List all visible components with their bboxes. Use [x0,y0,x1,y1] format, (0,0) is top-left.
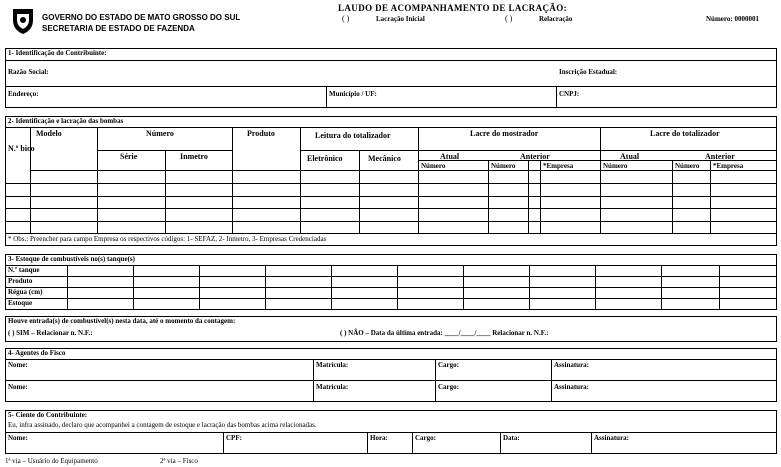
col-n-bico-text: N.º bico [8,144,35,153]
entrada-sim-option[interactable]: ( ) SIM – Relacionar n. N.F.: [8,329,93,337]
section-2-obs: * Obs.: Preencher para campo Empresa os respectivos códigos: 1- SEFAZ, 2- Inmetro, 3- Empresas Credenciadas [8,235,327,243]
tank-table-cells[interactable] [68,266,776,309]
contribuinte-data-label: Data: [503,434,520,442]
razao-social-field[interactable] [60,68,550,78]
agent2-cargo-label: Cargo: [438,383,459,391]
state-logo [8,6,38,36]
col-numero: Número [146,129,174,138]
col-totalizador-empresa: *Empresa [713,162,744,170]
contribuinte-nome-label: Nome: [8,434,28,442]
contribuinte-hora-label: Hora: [370,434,388,442]
checkbox-relacracao[interactable]: ( ) [505,14,513,23]
section-2-title: 2- Identificação e lacração das bombas [8,117,124,125]
col-eletronico: Eletrônico [307,154,343,163]
agent2-nome-label: Nome: [8,383,28,391]
contribuinte-cpf-label: CPF: [226,434,242,442]
inscricao-estadual-field[interactable] [640,68,770,78]
cnpj-field[interactable] [590,90,770,100]
col-mostrador-atual-numero: Número [421,162,446,170]
secretariat-name: SECRETARIA DE ESTADO DE FAZENDA [42,24,195,33]
col-lacre-totalizador: Lacre do totalizador [650,129,720,138]
endereco-field[interactable] [55,90,320,100]
row-produto: Produto [8,277,33,285]
col-totalizador-atual: Atual [620,152,640,161]
col-inmetro: Inmetro [180,152,208,161]
label-endereco: Endereço: [8,90,39,98]
col-mostrador-anterior: Anterior [520,152,550,161]
label-cnpj: CNPJ: [559,90,580,98]
footer-via-2: 2ª via – Fisco [160,457,198,465]
col-totalizador-anterior: Anterior [705,152,735,161]
col-mostrador-anterior-numero: Número [491,162,516,170]
label-municipio-uf: Município / UF: [329,90,377,98]
agent2-assinatura-label: Assinatura: [554,383,590,391]
label-inscricao-estadual: Inscrição Estadual: [559,68,618,76]
section-3-title: 3- Estoque de combustíveis no(s) tanque(s) [8,255,135,263]
agent1-assinatura-label: Assinatura: [554,361,590,369]
contribuinte-assinatura-label: Assinatura: [594,434,630,442]
coat-of-arms-icon [8,6,38,36]
section-1-title: 1- Identificação do Contribuinte: [8,49,107,57]
entrada-nao-option[interactable]: ( ) NÃO – Data da última entrada: ____/____/____ Relacionar n. N.F.: [340,329,549,337]
label-lacracao-inicial: Lacração Inicial [376,15,425,23]
agent1-matricula-label: Matrícula: [316,361,349,369]
municipio-uf-field[interactable] [395,90,550,100]
label-relacracao: Relacração [539,15,573,23]
contribuinte-declaration: Eu, infra assinado, declaro que acompanhei a contagem de estoque e lacração das bombas acima relacionadas. [8,421,317,429]
checkbox-lacracao-inicial[interactable]: ( ) [342,14,350,23]
col-leitura-totalizador: Leitura do totalizador [315,131,391,140]
section-4-box [5,348,777,402]
document-title: LAUDO DE ACOMPANHAMENTO DE LACRAÇÃO: [338,3,568,13]
entrada-question: Houve entrada(s) de combustível(s) nesta data, até o momento da contagem: [8,317,236,325]
section-4-title: 4- Agentes do Fisco [8,349,66,357]
label-razao-social: Razão Social: [8,68,49,76]
row-regua: Régua (cm) [8,288,43,296]
col-n-bico [8,145,35,153]
agent1-cargo-label: Cargo: [438,361,459,369]
col-totalizador-anterior-numero: Número [675,162,700,170]
section-5-title: 5- Ciente do Contribuinte: [8,411,88,419]
col-modelo: Modelo [36,129,62,138]
government-name: GOVERNO DO ESTADO DE MATO GROSSO DO SUL [42,13,241,22]
col-mecanico: Mecânico [368,154,401,163]
col-mostrador-empresa: *Empresa [543,162,574,170]
contribuinte-cargo-label: Cargo: [415,434,436,442]
row-estoque: Estoque [8,299,33,307]
col-lacre-mostrador: Lacre do mostrador [470,129,539,138]
bomb-table-rows[interactable] [6,171,776,233]
row-n-tanque: N.º tanque [8,266,40,274]
col-serie: Série [120,152,138,161]
footer-via-1: 1ª via – Usuário do Equipamento [5,457,98,465]
agent2-matricula-label: Matrícula: [316,383,349,391]
col-produto: Produto [247,129,275,138]
agent1-nome-label: Nome: [8,361,28,369]
col-mostrador-atual: Atual [440,152,460,161]
col-totalizador-atual-numero: Número [603,162,628,170]
document-number: Número: 0000001 [706,15,759,23]
